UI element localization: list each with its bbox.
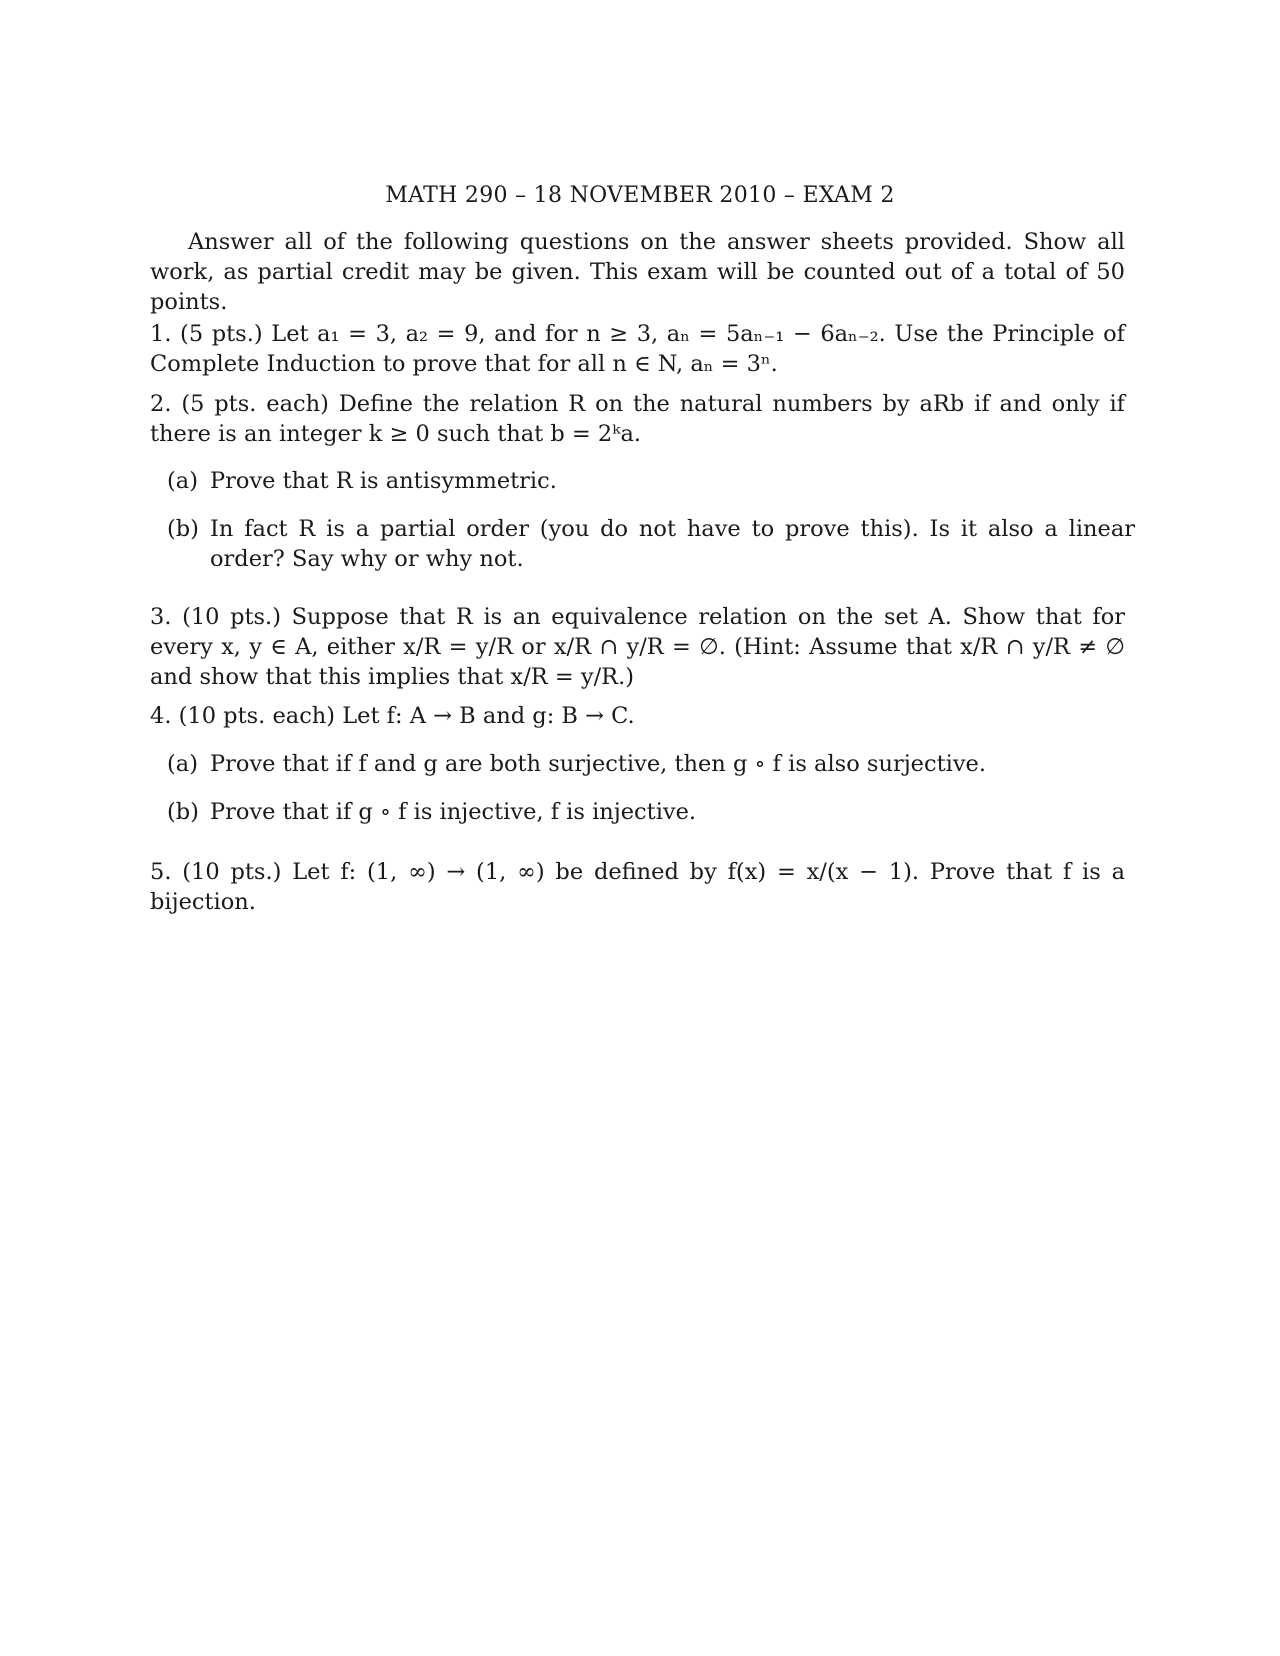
question-1 [150,319,1125,379]
question-2-text: Define the relation R on the natural numbers by aRb if and only if there is an integer k ≥ 0 such that b = 2ᵏa. [150,391,1126,447]
question-2b-text: In fact R is a partial order (you do not have to prove this). Is it also a linear order? Say why or why not. [210,516,1135,572]
instructions: Answer all of the following questions on the answer sheets provided. Show all work, as partial credit may be given. This exam will be counted out of a total of 50 points. [150,229,1125,315]
question-1-text: Let a₁ = 3, a₂ = 9, and for n ≥ 3, aₙ = 5aₙ₋₁ − 6aₙ₋₂. Use the Principle of Complete Induction to prove that for all n ∈ N, aₙ = 3ⁿ. [150,321,1125,377]
question-4a-label: (a) [167,751,198,777]
question-5-label: 5. (10 pts.) [150,859,282,885]
question-4-text: Let f: A → B and g: B → C. [342,703,635,729]
question-2a-text: Prove that R is antisymmetric. [210,468,557,494]
question-3-text: Suppose that R is an equivalence relation on the set A. Show that for every x, y ∈ A, either x/R = y/R or x/R ∩ y/R = ∅. (Hint: Assume that x/R ∩ y/R ≠ ∅ and show that this implies that x/R = y/R.) [150,604,1125,690]
question-2a-label: (a) [167,468,198,494]
question-3-label: 3. (10 pts.) [150,604,281,630]
question-1-label: 1. (5 pts.) [150,321,263,347]
question-2 [150,389,1125,449]
question-4 [150,701,1125,731]
question-2-label: 2. (5 pts. each) [150,391,329,417]
question-2b-label: (b) [167,516,199,542]
question-3 [150,602,1125,692]
question-4b-label: (b) [167,799,199,825]
question-5 [150,857,1125,917]
question-4a-text: Prove that if f and g are both surjective, then g ∘ f is also surjective. [210,751,987,777]
page-title: MATH 290 – 18 NOVEMBER 2010 – EXAM 2 [385,183,895,208]
question-4b-text: Prove that if g ∘ f is injective, f is injective. [210,799,697,825]
question-4-label: 4. (10 pts. each) [150,703,336,729]
question-5-text: Let f: (1, ∞) → (1, ∞) be defined by f(x) = x/(x − 1). Prove that f is a bijection. [150,859,1126,915]
